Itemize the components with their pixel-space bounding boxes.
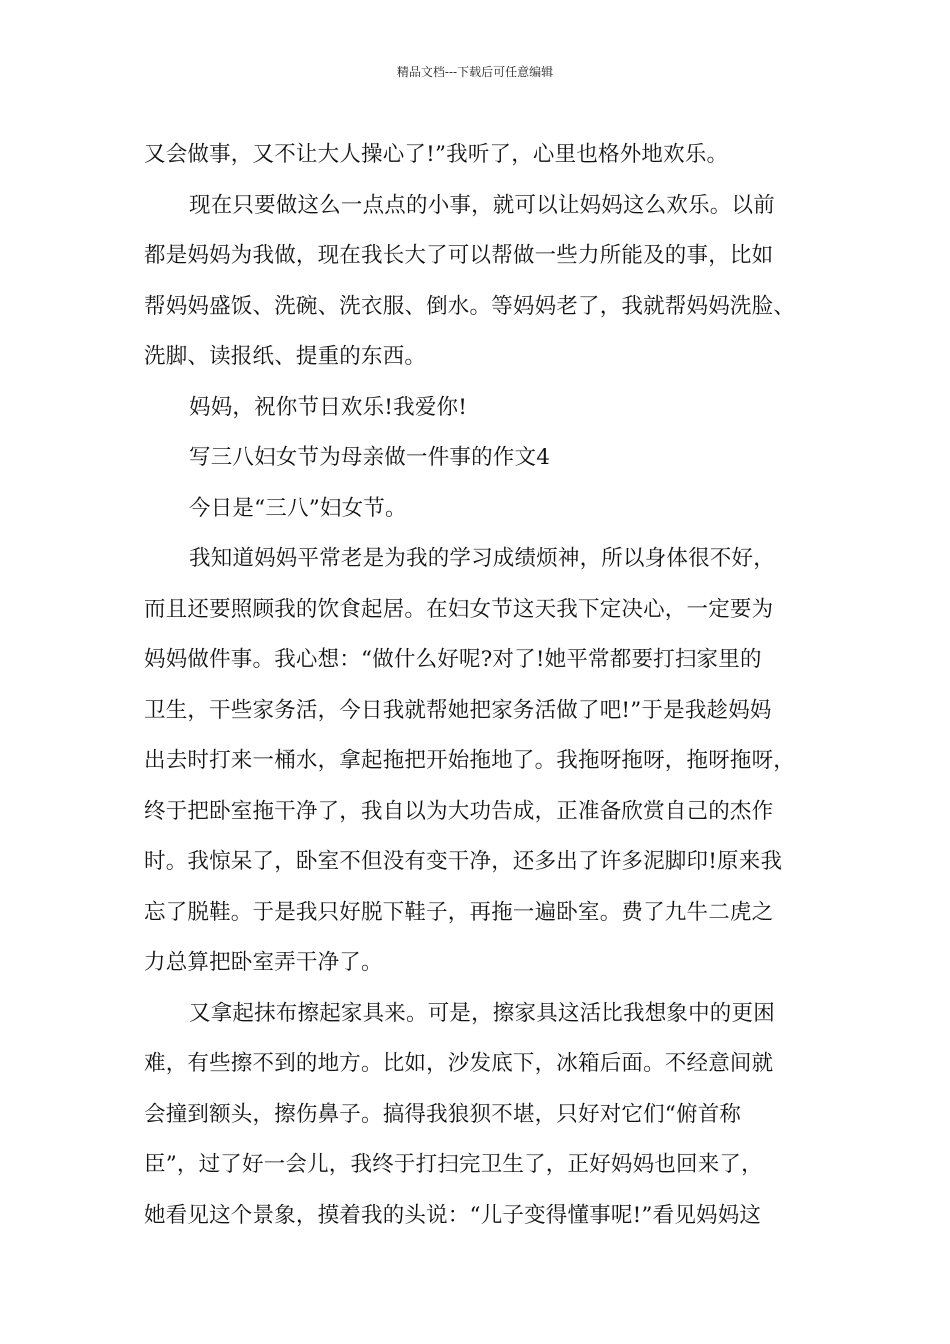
text-line: 她看见这个景象，摸着我的头说：“儿子变得懂事呢!”看见妈妈这 (144, 1202, 762, 1228)
text-line: 出去时打来一桶水，拿起拖把开始拖地了。我拖呀拖呀，拖呀拖呀， (144, 748, 796, 773)
text-line: 又拿起抹布擦起家具来。可是，擦家具这活比我想象中的更困 (189, 1000, 775, 1026)
document-body (144, 130, 834, 1241)
text-line: 忘了脱鞋。于是我只好脱下鞋子，再拖一遍卧室。费了九牛二虎之 (144, 899, 774, 925)
text-line: 帮妈妈盛饭、洗碗、洗衣服、倒水。等妈妈老了，我就帮妈妈洗脸、 (144, 293, 796, 319)
text-line: 会撞到额头，擦伤鼻子。搞得我狼狈不堪，只好对它们“俯首称 (144, 1101, 742, 1127)
text-line: 我知道妈妈平常老是为我的学习成绩烦神，所以身体很不好， (189, 546, 775, 571)
text-line: 卫生，干些家务活，今日我就帮她把家务活做了吧!”于是我趁妈妈 (144, 697, 772, 723)
text-line: 现在只要做这么一点点的小事，就可以让妈妈这么欢乐。以前 (189, 192, 775, 218)
text-line: 而且还要照顾我的饮食起居。在妇女节这天我下定决心，一定要为 (144, 596, 774, 622)
text-line: 力总算把卧室弄干净了。 (144, 950, 383, 975)
section-title: 写三八妇女节为母亲做一件事的作文4 (189, 445, 551, 470)
text-line: 今日是“三八”妇女节。 (189, 495, 407, 521)
text-line: 洗脚、读报纸、提重的东西。 (144, 344, 427, 369)
text-line: 又会做事，又不让大人操心了!”我听了，心里也格外地欢乐。 (144, 142, 729, 167)
page-header: 精品文档---下载后可任意编辑 (396, 65, 554, 79)
text-line: 时。我惊呆了，卧室不但没有变干净，还多出了许多泥脚印!原来我 (144, 849, 783, 874)
text-line: 都是妈妈为我做，现在我长大了可以帮做一些力所能及的事，比如 (144, 243, 774, 268)
text-line: 难，有些擦不到的地方。比如，沙发底下，冰箱后面。不经意间就 (144, 1051, 774, 1076)
text-line: 妈妈，祝你节日欢乐!我爱你! (189, 394, 468, 420)
text-line: 终于把卧室拖干净了，我自以为大功告成，正准备欣赏自己的杰作 (144, 798, 774, 824)
text-line: 臣”，过了好一会儿，我终于打扫完卫生了，正好妈妈也回来了， (144, 1152, 763, 1177)
text-line: 妈妈做件事。我心想：“做什么好呢?对了!她平常都要打扫家里的 (144, 647, 762, 672)
